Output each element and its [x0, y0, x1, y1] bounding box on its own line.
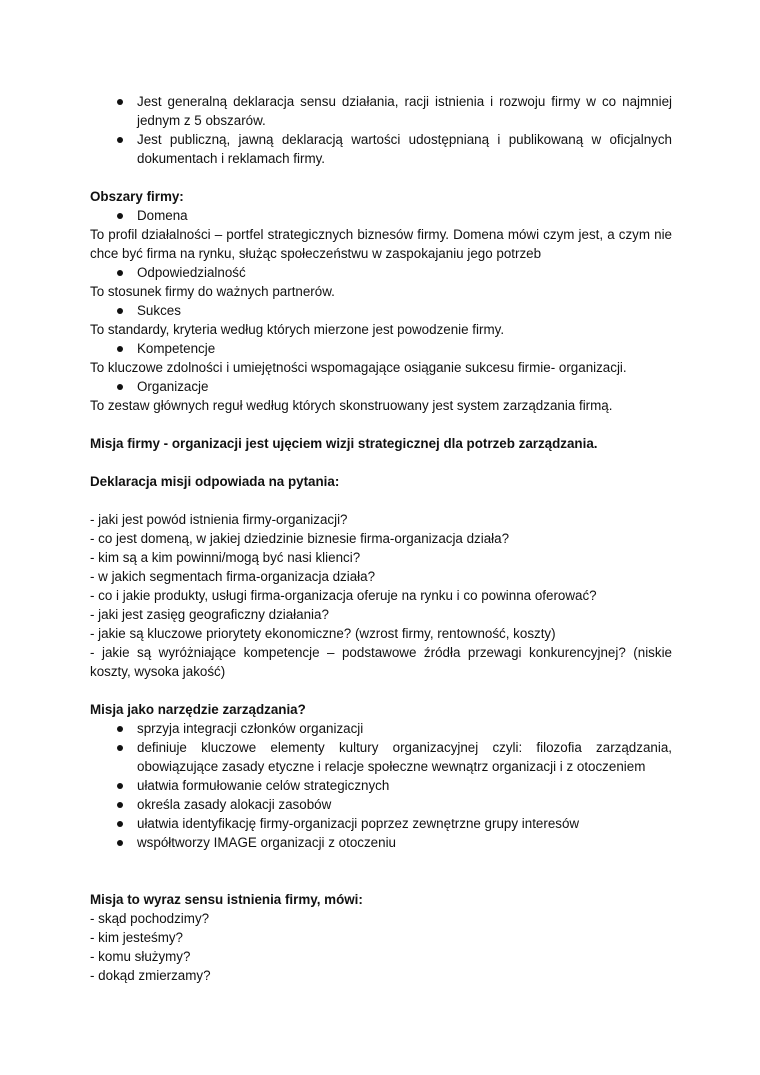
list-item: współtworzy IMAGE organizacji z otoczeniu	[90, 833, 672, 852]
bullet-icon	[117, 270, 123, 276]
bullet-icon	[117, 802, 123, 808]
areas-heading: Obszary firmy:	[90, 189, 184, 204]
declaration-question: - w jakich segmentach firma-organizacja działa?	[90, 569, 376, 584]
bullet-icon	[117, 346, 123, 352]
area-item-kompetencje: Kompetencje	[90, 339, 672, 358]
bullet-icon	[117, 137, 123, 143]
sense-question: - dokąd zmierzamy?	[90, 968, 211, 983]
bullet-icon	[117, 821, 123, 827]
sense-question: - komu służymy?	[90, 949, 191, 964]
area-item-organizacje: Organizacje	[90, 377, 672, 396]
declaration-heading: Deklaracja misji odpowiada na pytania:	[90, 474, 340, 489]
declaration-question: - jakie są kluczowe priorytety ekonomiczne? (wzrost firmy, rentowność, koszty)	[90, 626, 556, 641]
declaration-question: - jakie są wyróżniające kompetencje – podstawowe źródła przewagi konkurencyjnej? (niskie koszty, wysoka jakość)	[90, 645, 672, 679]
area-description: To kluczowe zdolności i umiejętności wspomagające osiąganie sukcesu firmie- organizacji.	[90, 360, 627, 375]
bullet-icon	[117, 783, 123, 789]
bullet-icon	[117, 726, 123, 732]
bullet-icon	[117, 99, 123, 105]
list-item: Jest publiczną, jawną deklaracją wartości udostępnianą i publikowaną w oficjalnych dokumentach i reklamach firmy.	[90, 130, 672, 168]
list-item: ułatwia formułowanie celów strategicznych	[90, 776, 672, 795]
bullet-icon	[117, 840, 123, 846]
area-item-odpowiedzialnosc: Odpowiedzialność	[90, 263, 672, 282]
intro-bullet-list	[90, 92, 672, 168]
bullet-icon	[117, 308, 123, 314]
management-tool-list	[90, 719, 672, 852]
management-tool-heading: Misja jako narzędzie zarządzania?	[90, 702, 306, 717]
declaration-question: - co i jakie produkty, usługi firma-organizacja oferuje na rynku i co powinna oferować?	[90, 588, 597, 603]
area-description: To zestaw głównych reguł według których skonstruowany jest system zarządzania firmą.	[90, 398, 613, 413]
sense-heading: Misja to wyraz sensu istnienia firmy, mówi:	[90, 892, 363, 907]
declaration-question: - kim są a kim powinni/mogą być nasi klienci?	[90, 550, 361, 565]
list-item: sprzyja integracji członków organizacji	[90, 719, 672, 738]
bullet-icon	[117, 213, 123, 219]
list-item: ułatwia identyfikację firmy-organizacji poprzez zewnętrzne grupy interesów	[90, 814, 672, 833]
mission-statement: Misja firmy - organizacji jest ujęciem wizji strategicznej dla potrzeb zarządzania.	[90, 436, 598, 451]
area-description: To stosunek firmy do ważnych partnerów.	[90, 284, 335, 299]
area-item-domena: Domena	[90, 206, 672, 225]
area-item-sukces: Sukces	[90, 301, 672, 320]
sense-question: - skąd pochodzimy?	[90, 911, 210, 926]
bullet-icon	[117, 745, 123, 751]
bullet-icon	[117, 384, 123, 390]
document-page	[90, 92, 672, 985]
list-item: Jest generalną deklaracja sensu działania, racji istnienia i rozwoju firmy w co najmniej jednym z 5 obszarów.	[90, 92, 672, 130]
declaration-question: - jaki jest zasięg geograficzny działania?	[90, 607, 329, 622]
area-description: To profil działalności – portfel strategicznych biznesów firmy. Domena mówi czym jest, a czym nie chce być firma na rynku, służąc społeczeństwu w zaspokajaniu jego potrzeb	[90, 227, 672, 261]
declaration-question: - co jest domeną, w jakiej dziedzinie biznesie firma-organizacja działa?	[90, 531, 510, 546]
area-description: To standardy, kryteria według których mierzone jest powodzenie firmy.	[90, 322, 505, 337]
sense-question: - kim jesteśmy?	[90, 930, 184, 945]
declaration-question: - jaki jest powód istnienia firmy-organizacji?	[90, 512, 348, 527]
list-item: definiuje kluczowe elementy kultury organizacyjnej czyli: filozofia zarządzania, obowiązujące zasady etyczne i relacje społeczne wewnątrz organizacji i z otoczeniem	[90, 738, 672, 776]
list-item: określa zasady alokacji zasobów	[90, 795, 672, 814]
